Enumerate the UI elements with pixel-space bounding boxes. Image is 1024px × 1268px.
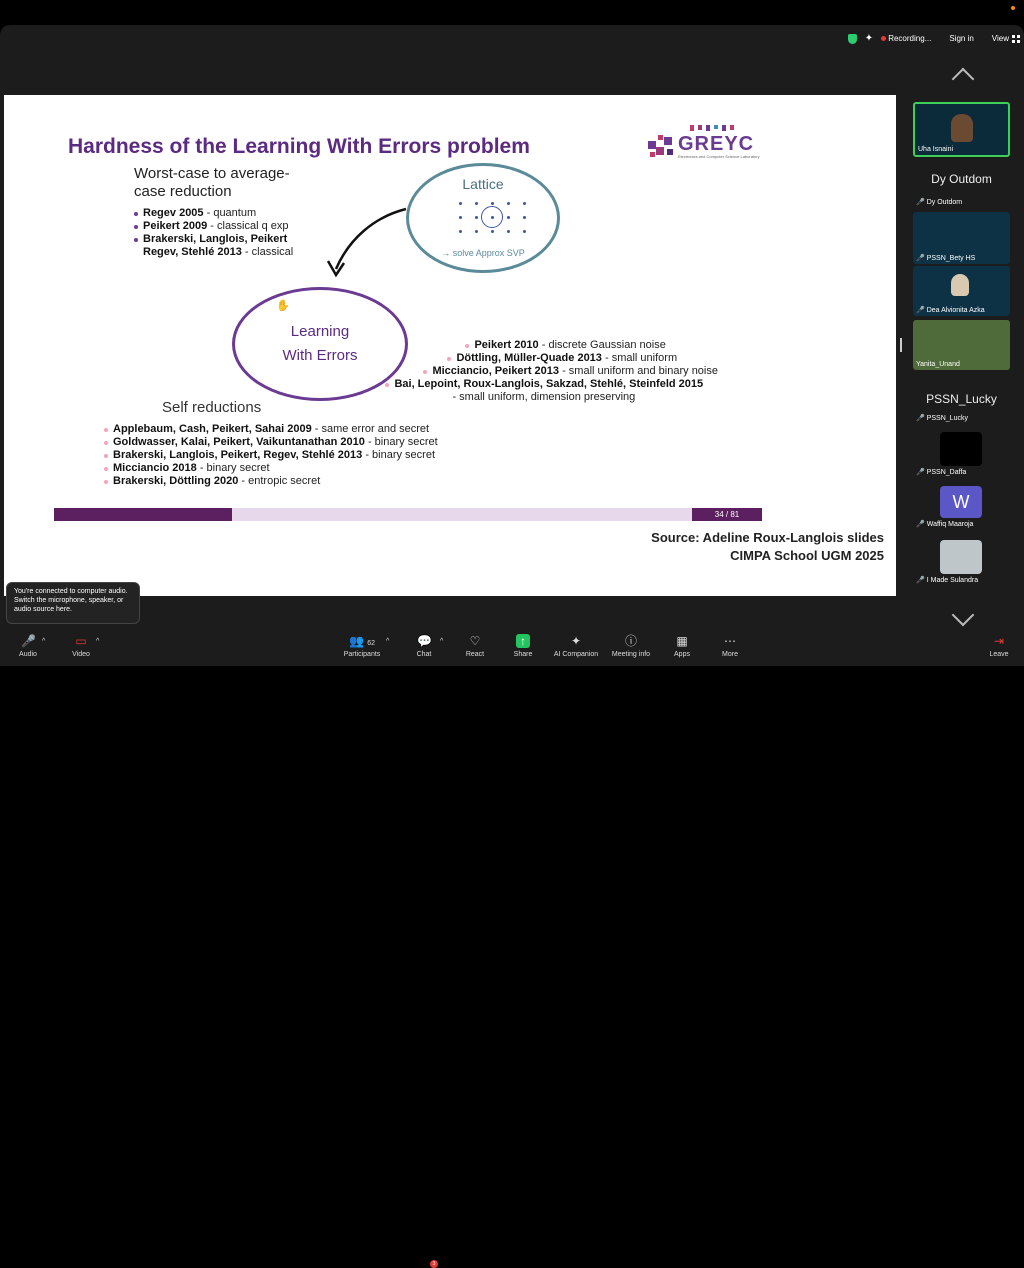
list-item: Brakerski, Langlois, Peikert Regev, Stehlé 2013 - classical [134,233,293,259]
greyc-logo-subtitle: Electronics and Computer Science Laboratory [678,154,760,159]
chat-options-chevron[interactable]: ^ [440,638,444,645]
lwe-ellipse [232,287,408,401]
participant-tile[interactable]: 🎤 PSSN_Bety HS [913,212,1010,264]
source-caption: Source: Adeline Roux-Langlois slides CIMPA School UGM 2025 [651,530,884,563]
avatar [951,114,973,142]
audio-options-chevron[interactable]: ^ [42,638,46,645]
hand-cursor-icon: ✋ [276,300,290,312]
noise-block [394,339,718,404]
video-off-icon: ▭ [75,634,87,648]
muted-mic-icon: 🎤 [916,577,925,584]
chat-unread-badge: 3 [430,1260,438,1268]
heart-icon: ♡ [469,634,481,648]
participant-tile[interactable]: PSSN_Lucky 🎤 PSSN_Lucky [913,388,1010,424]
meeting-top-bar [0,25,1024,55]
record-dot-icon [881,36,886,41]
participant-tile[interactable]: Yanita_Unand [913,320,1010,370]
leave-button[interactable]: ⇥ Leave [989,634,1009,658]
share-button[interactable]: ↑ Share [513,634,533,658]
list-item: Bai, Lepoint, Roux-Langlois, Sakzad, Stehlé, Steinfeld 2015 - small uniform, dimension preserving [385,378,718,404]
ai-sparkle-icon: ✦ [570,634,582,648]
participant-tile[interactable]: 🎤 I Made Sulandra [913,538,1010,586]
list-item: Micciancio, Peikert 2013 - small uniform and binary noise [423,365,718,378]
participant-tile[interactable]: 🎤 Dea Alvionita Azka [913,266,1010,316]
greyc-logo-bars-icon [690,125,750,131]
participants-button[interactable]: 👥 62 Participants [343,634,381,658]
list-item: Brakerski, Döttling 2020 - entropic secret [104,475,438,488]
lattice-note: → solve Approx SVP [441,248,525,258]
audio-button[interactable]: 🎤 Audio [19,634,37,658]
lattice-label: Lattice [462,176,504,192]
avatar [940,540,982,574]
participant-tile[interactable]: W 🎤 Waffiq Maaroja [913,484,1010,530]
shared-slide [4,95,896,596]
meeting-toolbar [0,628,1024,1267]
greyc-logo-mark-icon [646,131,676,161]
participants-icon: 👥 62 [348,634,376,648]
recording-status[interactable]: Recording... [881,34,931,43]
avatar [951,274,969,296]
ai-companion-button[interactable]: ✦ AI Companion [553,634,599,658]
muted-mic-icon: 🎤 [916,255,925,262]
more-button[interactable]: ⋯ More [722,634,738,658]
view-grid-icon [1012,35,1020,43]
greyc-logo-word: GREYC [678,133,755,155]
view-button[interactable] [992,34,1020,43]
list-item: Regev 2005 - quantum [134,207,293,220]
chat-button[interactable]: 💬 Chat [416,634,432,658]
video-options-chevron[interactable]: ^ [96,638,100,645]
lwe-label-line1: Learning [290,323,350,340]
recording-area [848,33,1020,44]
lattice-ellipse [406,163,560,273]
audio-tooltip: You're connected to computer audio. Switch the microphone, speaker, or audio source here. [6,582,140,624]
muted-mic-icon: 🎤 [916,521,925,528]
muted-mic-icon: 🎤 [916,469,925,476]
reduction-arrow-icon [324,203,424,283]
slide-title: Hardness of the Learning With Errors problem [68,135,530,158]
muted-mic-icon: 🎤 [916,199,925,206]
slide-page-number: 34 / 81 [692,508,762,521]
lwe-label-line2: With Errors [282,347,358,364]
apps-button[interactable]: ▦ Apps [674,634,690,658]
participant-tile[interactable]: Dy Outdom 🎤 Dy Outdom [913,162,1010,208]
footer-bar-left [54,508,232,521]
info-icon: ⓘ [624,634,637,648]
share-arrow-icon: ↑ [516,634,530,648]
react-button[interactable]: ♡ React [465,634,485,658]
greyc-logo [646,125,758,163]
participants-options-chevron[interactable]: ^ [386,638,390,645]
muted-mic-icon: 🎤 [916,415,925,422]
self-reduction-heading: Self reductions [162,399,262,416]
more-icon: ⋯ [724,634,736,648]
leave-icon: ⇥ [993,634,1005,648]
ai-sparkle-icon[interactable]: ✦ [864,33,874,44]
participant-tile[interactable]: Uha Isnaini [913,102,1010,157]
list-item: Applebaum, Cash, Peikert, Sahai 2009 - same error and secret [104,423,438,436]
worst-case-block [134,165,293,259]
slide-footer-bar [54,508,762,521]
video-off-black-box [940,432,982,466]
video-button[interactable]: ▭ Video [72,634,90,658]
apps-icon: ▦ [676,634,688,648]
list-item: Peikert 2010 - discrete Gaussian noise [465,339,718,352]
self-reduction-block [104,399,438,488]
menu-bar-indicator-dot [1011,6,1015,10]
avatar: W [940,486,982,518]
meeting-info-button[interactable]: ⓘ Meeting info [611,634,651,658]
worst-case-heading: Worst-case to average- case reduction [134,165,290,200]
sign-in-button[interactable]: Sign in [949,34,974,43]
list-item: Döttling, Müller-Quade 2013 - small uniform [447,352,718,365]
view-label: View [991,34,1009,43]
list-item: Peikert 2009 - classical q exp [134,220,293,233]
list-item: Brakerski, Langlois, Peikert, Regev, Stehlé 2013 - binary secret [104,449,438,462]
list-item: Micciancio 2018 - binary secret [104,462,438,475]
muted-mic-icon: 🎤 [21,634,36,648]
lattice-points-icon [459,202,525,246]
list-item: Goldwasser, Kalai, Peikert, Vaikuntanathan 2010 - binary secret [104,436,438,449]
participant-tile[interactable]: 🎤 PSSN_Daffa [913,430,1010,478]
shield-icon[interactable] [848,34,857,44]
panel-resize-handle[interactable] [900,338,902,352]
muted-mic-icon: 🎤 [916,307,925,314]
chat-icon: 💬 [417,634,432,648]
